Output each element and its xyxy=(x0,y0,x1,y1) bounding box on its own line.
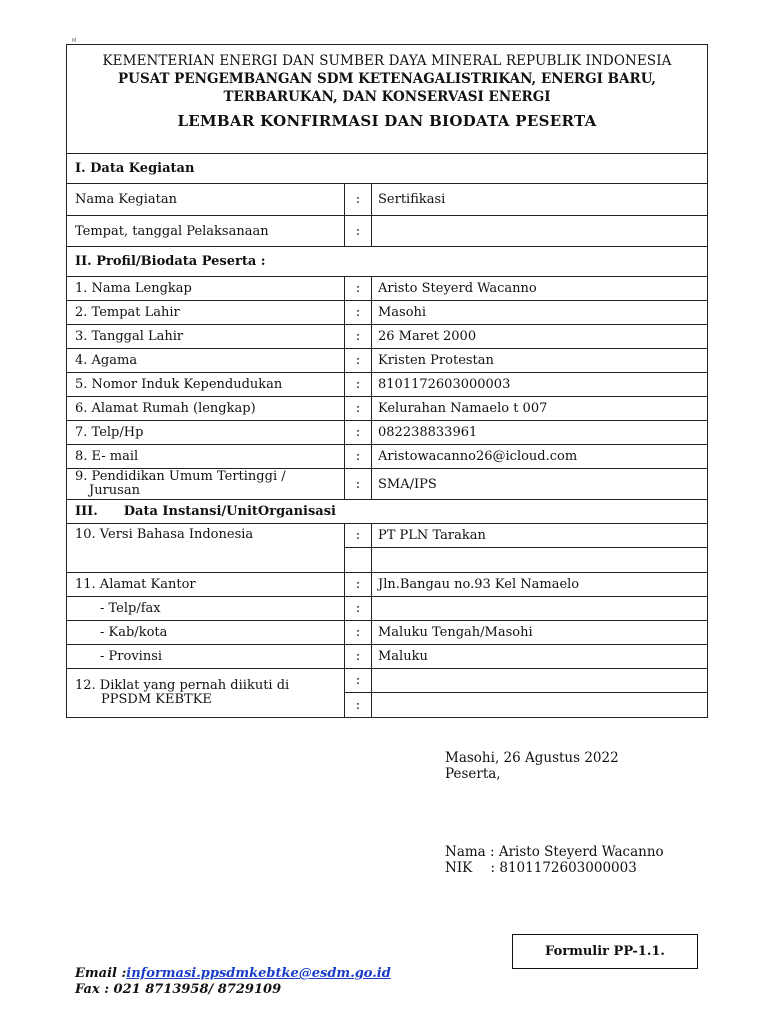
colon: : xyxy=(345,524,372,547)
form-row xyxy=(345,548,707,572)
section-heading xyxy=(67,500,707,524)
value-stack xyxy=(345,524,707,572)
form-row xyxy=(67,621,707,645)
field-label-text: 10. Versi Bahasa Indonesia xyxy=(75,527,254,542)
signer-role: Peserta, xyxy=(445,766,501,782)
place-date: Masohi, 26 Agustus 2022 xyxy=(445,750,619,766)
form-row xyxy=(345,524,707,548)
colon: : xyxy=(345,573,372,596)
colon: : xyxy=(345,645,372,668)
item-10-group xyxy=(67,524,707,573)
field-value: 8101172603000003 xyxy=(378,377,511,392)
colon: : xyxy=(345,277,372,300)
colon: : xyxy=(345,669,372,692)
field-label: 6. Alamat Rumah (lengkap) xyxy=(67,397,345,420)
signer-nik xyxy=(445,860,637,876)
footer-fax: Fax : 021 8713958/ 8729109 xyxy=(75,982,282,997)
colon: : xyxy=(345,301,372,324)
footer-email xyxy=(75,966,391,981)
section-heading xyxy=(67,247,707,277)
section-title: II. Profil/Biodata Peserta : xyxy=(75,254,266,269)
field-value: Jln.Bangau no.93 Kel Namaelo xyxy=(378,577,580,592)
field-label: - Kab/kota xyxy=(67,621,345,644)
form-title: LEMBAR KONFIRMASI DAN BIODATA PESERTA xyxy=(177,112,597,130)
field-value: Maluku xyxy=(378,649,428,664)
field-value: Kristen Protestan xyxy=(378,353,494,368)
colon: : xyxy=(345,597,372,620)
form-code: Formulir PP-1.1. xyxy=(545,944,665,959)
form-row xyxy=(67,397,707,421)
field-value xyxy=(372,693,707,717)
field-label xyxy=(67,469,345,499)
center-name-line1: PUSAT PENGEMBANGAN SDM KETENAGALISTRIKAN, ENERGI BARU, xyxy=(118,71,656,87)
field-value xyxy=(372,669,707,692)
field-label: 1. Nama Lengkap xyxy=(67,277,345,300)
form-row xyxy=(345,693,707,717)
field-label-line1: 12. Diklat yang pernah diikuti di xyxy=(75,678,290,693)
section-title xyxy=(67,500,344,523)
field-label xyxy=(67,524,345,572)
field-value xyxy=(372,597,707,620)
form-row xyxy=(67,573,707,597)
colon: : xyxy=(345,349,372,372)
colon: : xyxy=(345,421,372,444)
field-value: Kelurahan Namaelo t 007 xyxy=(378,401,548,416)
colon: : xyxy=(345,216,372,246)
field-label: 5. Nomor Induk Kependudukan xyxy=(67,373,345,396)
field-value xyxy=(372,548,707,572)
field-value: Masohi xyxy=(378,305,427,320)
field-label xyxy=(67,669,345,717)
section-heading xyxy=(67,154,707,184)
field-label: - Telp/fax xyxy=(67,597,345,620)
field-label: Nama Kegiatan xyxy=(67,184,345,215)
signer-name: Nama : Aristo Steyerd Wacanno xyxy=(445,844,664,860)
colon: : xyxy=(345,397,372,420)
field-value: Aristowacanno26@icloud.com xyxy=(378,449,578,464)
colon-empty xyxy=(345,548,372,572)
field-label: - Provinsi xyxy=(67,645,345,668)
form-row xyxy=(67,597,707,621)
field-label: 7. Telp/Hp xyxy=(67,421,345,444)
email-label: Email : xyxy=(75,966,127,981)
field-label: 11. Alamat Kantor xyxy=(67,573,345,596)
email-link[interactable]: informasi.ppsdmkebtke@esdm.go.id xyxy=(126,966,391,981)
field-label-line2: PPSDM KEBTKE xyxy=(101,692,212,707)
field-value: Aristo Steyerd Wacanno xyxy=(378,281,537,296)
colon: : xyxy=(345,373,372,396)
ministry-name: KEMENTERIAN ENERGI DAN SUMBER DAYA MINERAL REPUBLIK INDONESIA xyxy=(102,53,672,69)
center-name-line2: TERBARUKAN, DAN KONSERVASI ENERGI xyxy=(223,89,551,105)
form-row xyxy=(67,184,707,216)
field-value: 082238833961 xyxy=(378,425,478,440)
field-label: 8. E- mail xyxy=(67,445,345,468)
corner-mark: M xyxy=(72,38,77,44)
value-stack xyxy=(345,669,707,717)
form-code-box xyxy=(512,934,698,969)
colon: : xyxy=(345,621,372,644)
form-row xyxy=(67,645,707,669)
field-value: PT PLN Tarakan xyxy=(378,528,486,543)
form-row xyxy=(67,325,707,349)
field-value xyxy=(372,216,707,246)
field-label-line1: 9. Pendidikan Umum Tertinggi / xyxy=(75,469,286,484)
form-row xyxy=(67,277,707,301)
field-value: 26 Maret 2000 xyxy=(378,329,477,344)
colon: : xyxy=(345,693,372,717)
field-label-line2: Jurusan xyxy=(89,483,140,498)
form-header xyxy=(67,45,707,154)
item-12-group xyxy=(67,669,707,717)
section-title: I. Data Kegiatan xyxy=(75,161,195,176)
colon: : xyxy=(345,325,372,348)
biodata-form xyxy=(66,44,708,718)
nik-value: : 8101172603000003 xyxy=(490,860,637,876)
form-row xyxy=(67,373,707,397)
form-row xyxy=(67,301,707,325)
field-value: Sertifikasi xyxy=(378,192,446,207)
section-name: Data Instansi/UnitOrganisasi xyxy=(123,504,336,519)
colon: : xyxy=(345,445,372,468)
form-row xyxy=(67,469,707,500)
colon: : xyxy=(345,469,372,499)
form-row xyxy=(67,445,707,469)
form-row xyxy=(67,421,707,445)
nik-label: NIK xyxy=(445,860,473,876)
form-row xyxy=(67,349,707,373)
colon: : xyxy=(345,184,372,215)
field-value: SMA/IPS xyxy=(378,476,437,492)
field-value: Maluku Tengah/Masohi xyxy=(378,625,533,640)
field-label: 4. Agama xyxy=(67,349,345,372)
form-row xyxy=(67,216,707,247)
field-label: 3. Tanggal Lahir xyxy=(67,325,345,348)
form-row xyxy=(345,669,707,693)
section-number: III. xyxy=(75,504,98,519)
field-label: Tempat, tanggal Pelaksanaan xyxy=(67,216,345,246)
field-label: 2. Tempat Lahir xyxy=(67,301,345,324)
